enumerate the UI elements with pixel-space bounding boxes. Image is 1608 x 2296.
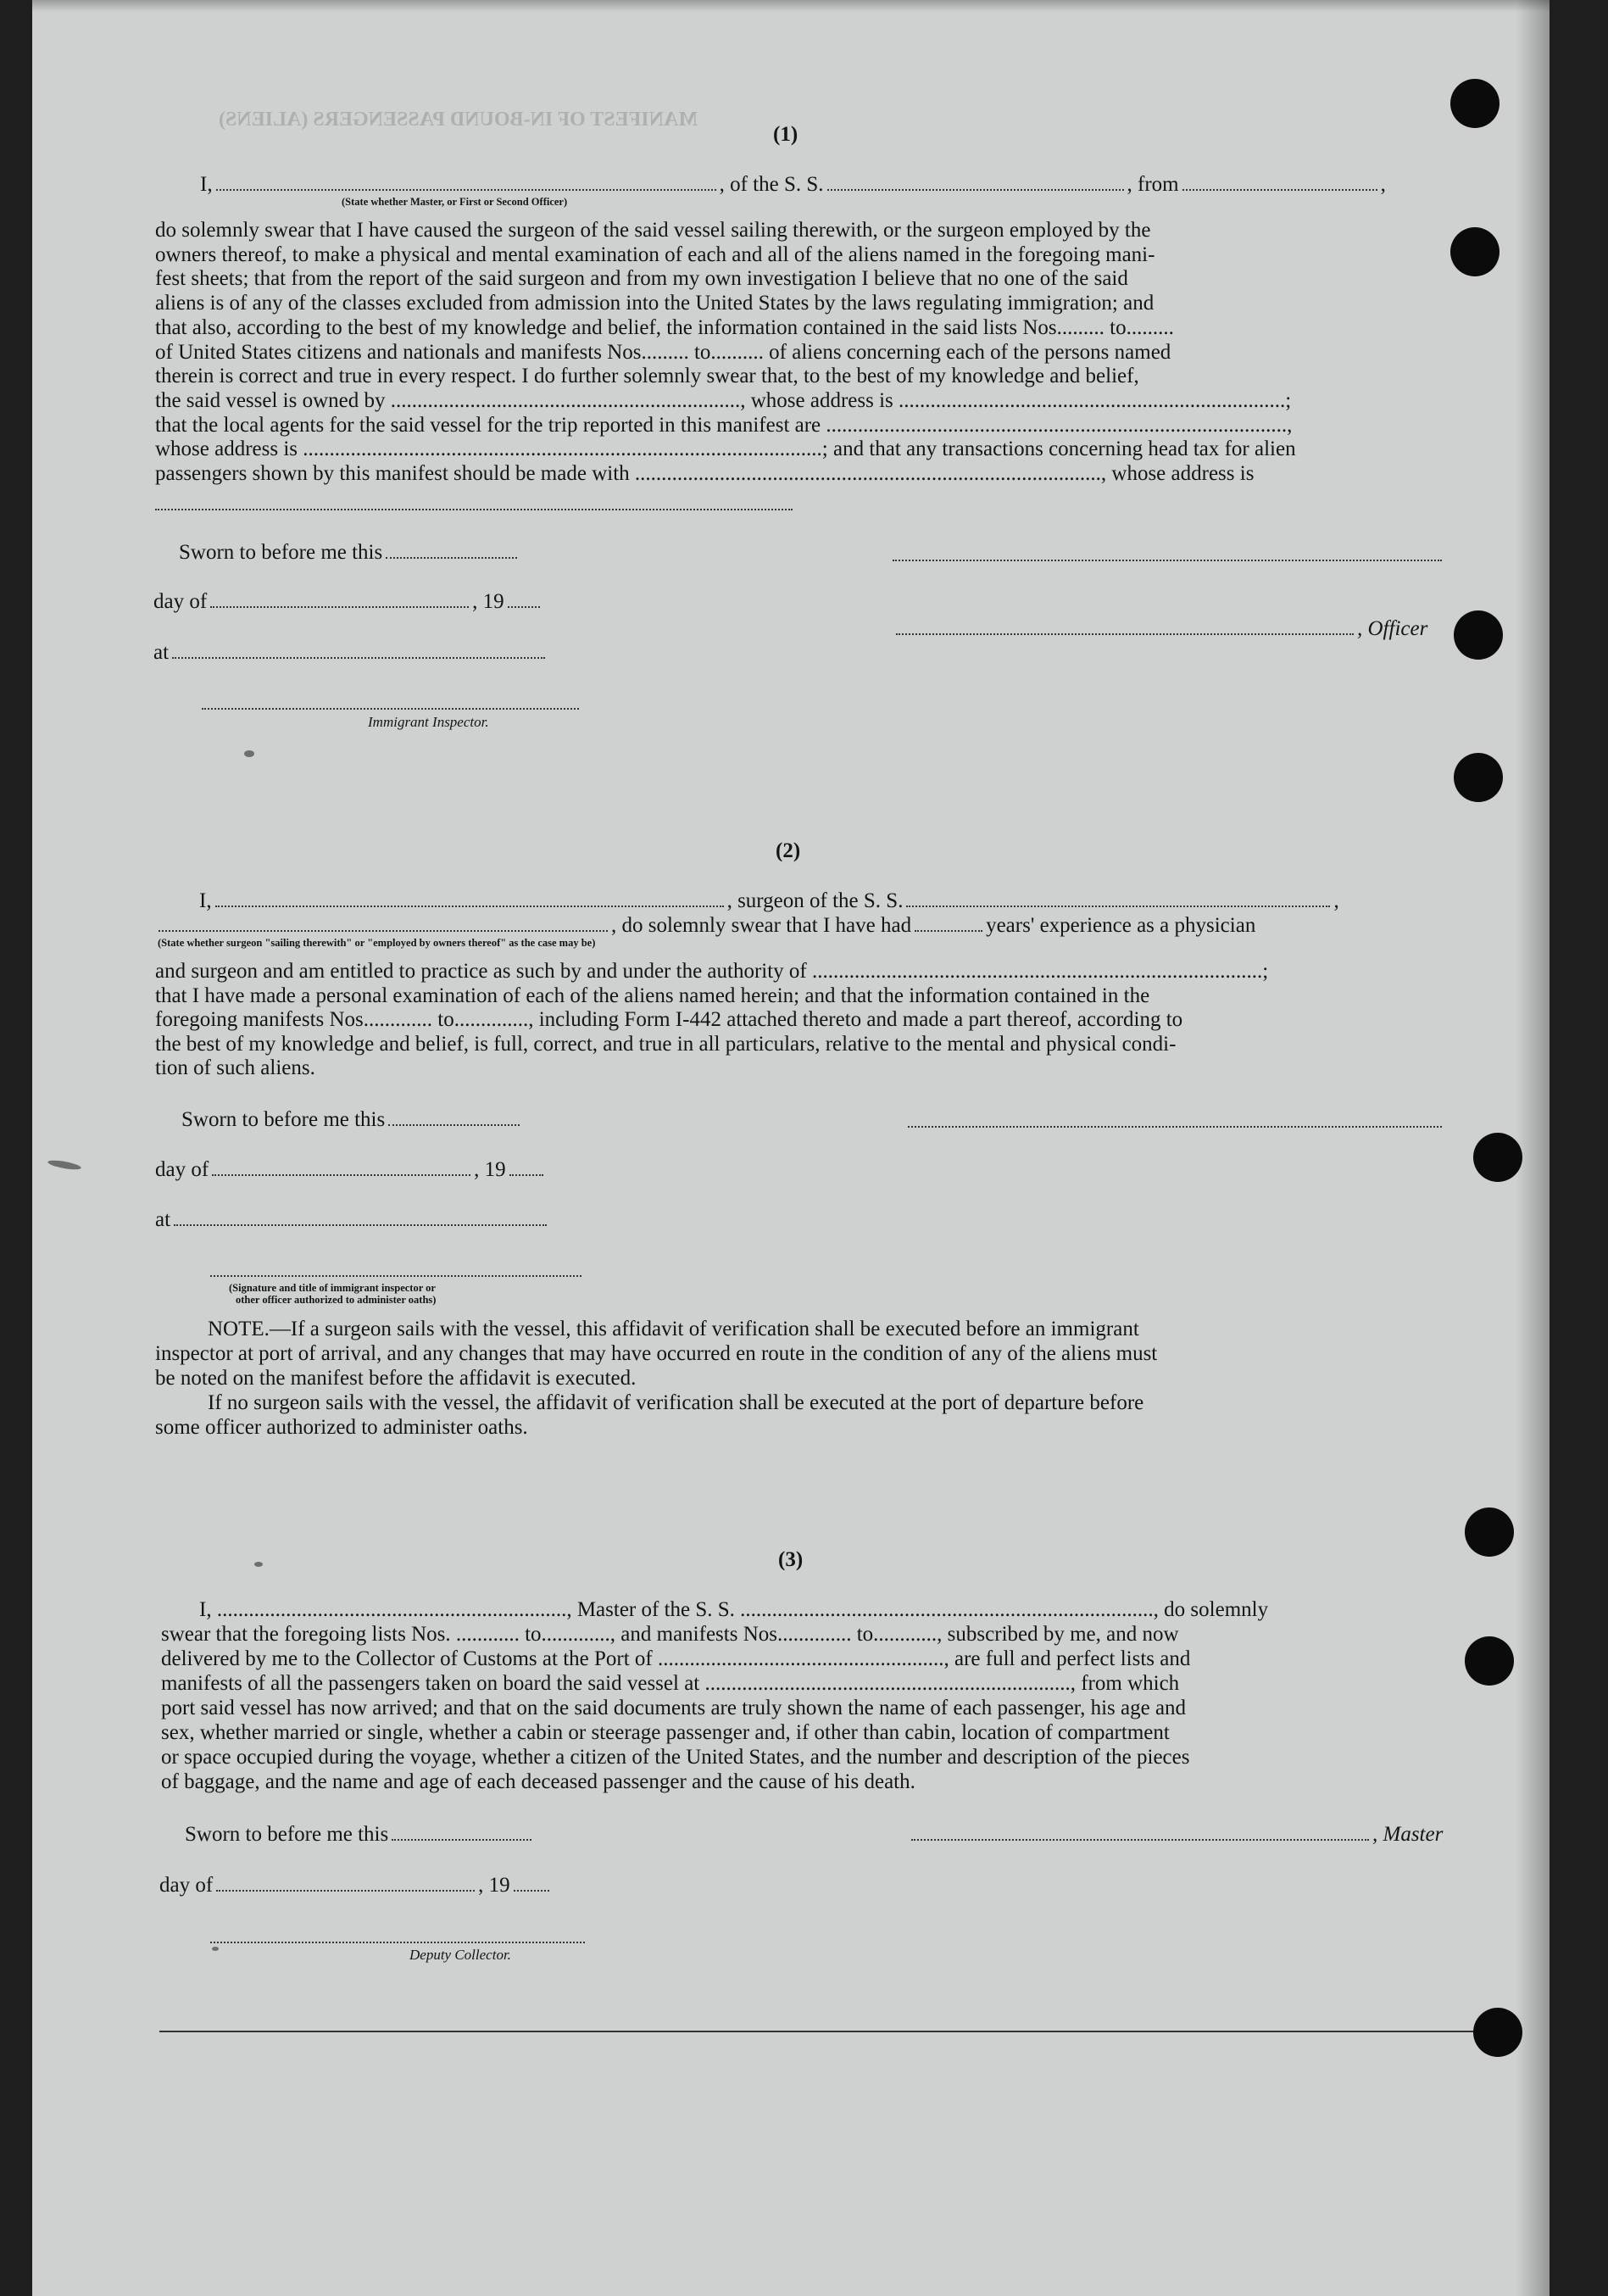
binder-hole-3 [1454,610,1503,660]
note-label: NOTE. [208,1318,270,1340]
day-of-label: day of [159,1874,214,1897]
affidavit-line: that I have made a personal examination of each of the aliens named herein; and that the information contained in the [155,984,1150,1007]
affidavit-line: that also, according to the best of my knowledge and belief, the information contained in the said lists Nos......... to......... [155,315,1174,339]
affidavit-line: owners thereof, to make a physical and mental examination of each and all of the aliens named in the foregoing mani- [155,242,1155,266]
surgeon-of-ss-label: , surgeon of the S. S. [726,889,904,912]
sworn-line-3 [185,1823,535,1847]
note-line: If no surgeon sails with the vessel, the affidavit of verification shall be executed at the port of departure before [208,1391,1144,1414]
binder-hole-4 [1454,753,1503,802]
affidavit-line: foregoing manifests Nos............. to.............., including Form I-442 attached thereto and made a part thereof, according to [155,1008,1183,1032]
sworn-day-blank[interactable] [386,542,517,559]
affidavit-line: passengers shown by this manifest should be made with ........................................................................................, whose address is [155,462,1255,486]
affidavit-line: aliens is of any of the classes excluded from admission into the United States by the laws regulating immigration; and [155,292,1155,315]
section-1-affidavit [155,219,1477,487]
manifest-page [32,0,1550,2296]
section-1-line-1 [200,173,1386,197]
sworn-line-2 [181,1108,523,1132]
surgeon-name-blank[interactable] [215,890,724,907]
ink-smudge [212,1947,219,1951]
vessel-name-blank[interactable] [827,174,1124,191]
sworn-label: Sworn to before me this [179,541,383,564]
comma: , [1333,889,1339,912]
years-experience-label: years' experience as a physician [986,914,1256,937]
officer-label: , Officer [1357,617,1428,640]
affidavit-line: fest sheets; that from the report of the said surgeon and from my own investigation I believe that no one of the said [155,267,1128,291]
immigrant-inspector-caption: Immigrant Inspector. [368,714,489,730]
day-of-line [153,590,543,614]
affidavit-line: manifests of all the passengers taken on board the said vessel at ....................................................................., from which [161,1672,1180,1695]
officer-signature-blank[interactable] [893,560,1442,561]
section-2-number: (2) [776,839,801,862]
inspector-signature-blank[interactable] [202,708,579,710]
officer-line [893,617,1427,641]
note-block [155,1317,1477,1440]
section-3-number: (3) [778,1548,804,1571]
signature-caption-line-2: other officer authorized to administer oaths) [236,1294,437,1306]
note-line: —If a surgeon sails with the vessel, this affidavit of verification shall be executed before an immigrant [269,1318,1139,1340]
at-line [153,641,548,665]
sworn-day-blank[interactable] [392,1824,531,1841]
pronoun-i: I, [199,889,212,912]
day-of-line-3 [159,1874,553,1898]
sworn-label: Sworn to before me this [181,1108,386,1131]
affidavit-line: delivered by me to the Collector of Customs at the Port of ......................................................, are full and perfect lists and [161,1647,1191,1670]
master-signature-blank[interactable] [911,1824,1369,1841]
note-line: some officer authorized to administer oaths. [155,1416,528,1439]
section-1-number: (1) [773,123,798,146]
affidavit-line: I, .................................................................., Master of the S. S. .............................................................................., do solemnly [199,1598,1269,1621]
year-label: , 19 [474,1158,506,1181]
section-2-line-2 [155,914,1255,938]
binder-hole-5 [1473,1133,1522,1182]
vessel-name-blank-2[interactable] [906,890,1330,907]
at-label: at [153,641,170,664]
note-line: be noted on the manifest before the affidavit is executed. [155,1367,637,1390]
affidavit-line: of baggage, and the name and age of each deceased passenger and the cause of his death. [161,1770,915,1793]
place-blank[interactable] [174,1209,547,1226]
at-label: at [155,1208,171,1231]
bottom-rule [159,2031,1473,2032]
affidavit-line: do solemnly swear that I have caused the surgeon of the said vessel sailing therewith, or the surgeon employed by the [155,219,1151,242]
swear-experience-label: , do solemnly swear that I have had [611,914,912,937]
surgeon-status-blank[interactable] [159,915,608,932]
affidavit-line: and surgeon and am entitled to practice as such by and under the authority of .....................................................................................; [155,960,1269,983]
deputy-signature-blank[interactable] [210,1942,585,1943]
sworn-label: Sworn to before me this [185,1823,389,1846]
month-blank[interactable] [216,1875,475,1892]
binder-hole-6 [1465,1507,1514,1557]
affidavit-line: therein is correct and true in every respect. I do further solemnly swear that, to the best of my knowledge and belief, [155,365,1139,388]
place-blank[interactable] [172,642,545,659]
ink-smudge [244,750,254,757]
sworn-day-blank[interactable] [388,1109,520,1126]
month-blank[interactable] [210,591,469,608]
affidavit-line: tion of such aliens. [155,1056,315,1080]
ink-smudge [254,1562,263,1567]
officer-name-blank[interactable] [216,174,716,191]
binder-hole-1 [1450,79,1500,128]
ghost-header-text: MANIFEST OF IN-BOUND PASSENGERS (ALIENS) [219,109,698,131]
section-2-affidavit [155,960,1477,1081]
affidavit-line: or space occupied during the voyage, whether a citizen of the United States, and the number and description of the pieces [161,1746,1190,1769]
affidavit-line: swear that the foregoing lists Nos. ............ to............., and manifests Nos.............. to............, subscribed by me, and now [161,1623,1179,1646]
affidavit-line: whose address is ..................................................................................................; and that any transactions concerning head tax for alien [155,437,1296,461]
year-label: , 19 [472,590,504,613]
inspector-signature-blank-2[interactable] [210,1275,581,1277]
year-label: , 19 [478,1874,510,1897]
of-the-ss-label: , of the S. S. [719,173,824,196]
year-blank[interactable] [508,591,540,608]
comma: , [1380,173,1386,196]
affidavit-line: the said vessel is owned by .................................................................., whose address is .........................................................................; [155,388,1292,412]
signature-caption-line-1: (Signature and title of immigrant inspector or [229,1282,436,1294]
master-line [908,1823,1443,1847]
day-of-label: day of [155,1158,209,1181]
page-top-shadow [32,0,1550,12]
surgeon-status-caption: (State whether surgeon "sailing therewith" or "employed by owners thereof" as the case may be) [158,937,596,949]
from-port-blank[interactable] [1182,174,1377,191]
address-continuation-blank[interactable] [155,509,793,510]
officer-rank-caption: (State whether Master, or First or Second Officer) [342,196,568,208]
surgeon-signature-blank[interactable] [908,1126,1442,1128]
note-line: inspector at port of arrival, and any changes that may have occurred en route in the condition of any of the aliens must [155,1342,1158,1365]
year-blank[interactable] [514,1875,549,1892]
day-of-label: day of [153,590,208,613]
from-label: , from [1127,173,1179,196]
at-line-2 [155,1208,550,1232]
affidavit-line: of United States citizens and nationals and manifests Nos......... to.......... of aliens concerning each of the persons named [155,340,1171,364]
pronoun-i: I, [200,173,213,196]
sworn-line [179,541,520,565]
affidavit-line: sex, whether married or single, whether a cabin or steerage passenger and, if other than cabin, location of compartment [161,1721,1170,1744]
officer-title-blank[interactable] [896,618,1354,635]
master-label: , Master [1372,1823,1444,1846]
affidavit-line: port said vessel has now arrived; and that on the said documents are truly shown the name of each passenger, his age and [161,1697,1187,1719]
day-of-line-2 [155,1158,547,1182]
year-blank[interactable] [509,1159,543,1176]
affidavit-line: the best of my knowledge and belief, is full, correct, and true in all particulars, relative to the mental and physical condi- [155,1032,1177,1056]
years-blank[interactable] [915,915,982,932]
deputy-collector-caption: Deputy Collector. [409,1947,511,1963]
affidavit-line: that the local agents for the said vessel for the trip reported in this manifest are ......................................................................................., [155,413,1293,437]
ink-smudge [47,1159,82,1172]
section-2-line-1 [199,889,1339,913]
section-3-affidavit [161,1597,1483,1794]
binder-hole-8 [1473,2008,1522,2057]
month-blank[interactable] [212,1159,470,1176]
